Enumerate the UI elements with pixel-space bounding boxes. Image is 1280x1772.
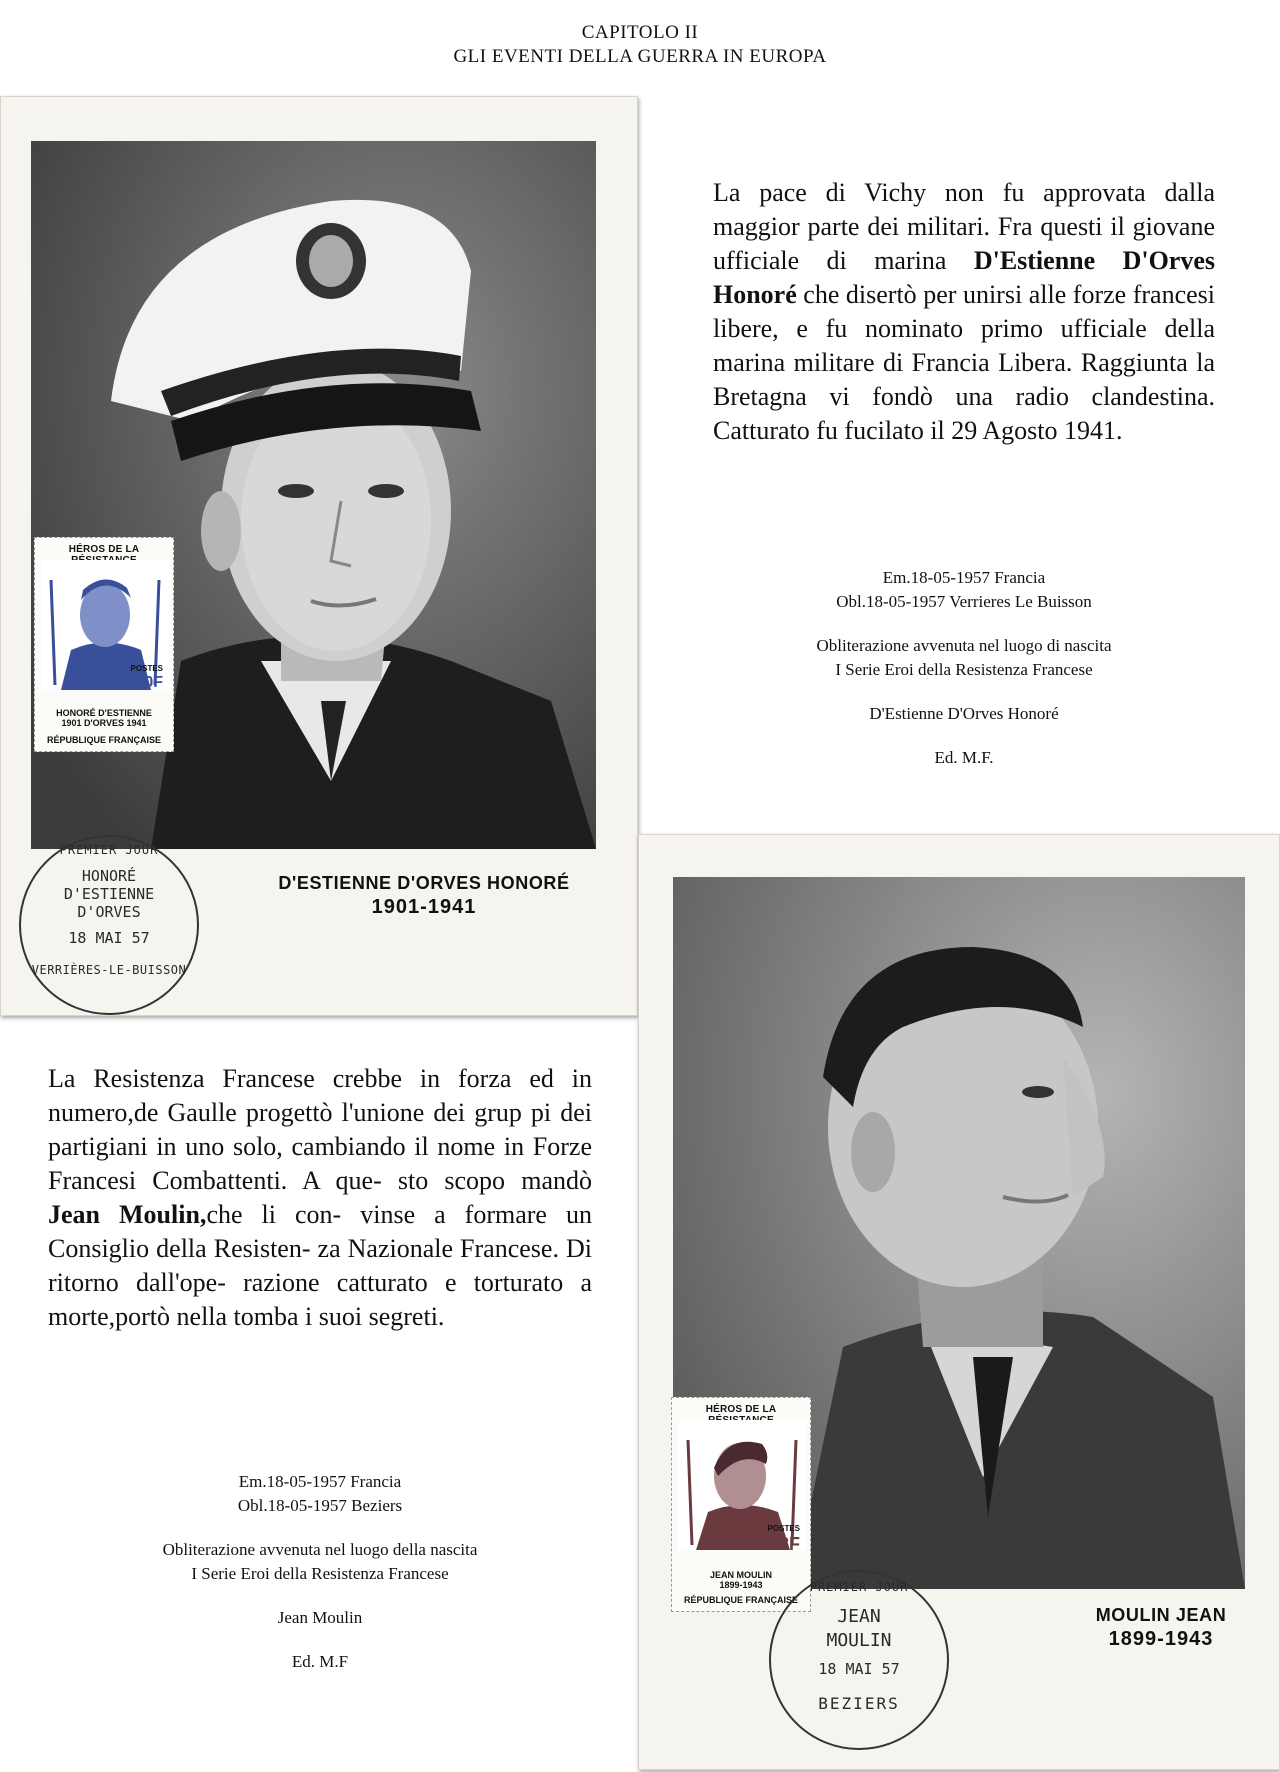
stamp-value: 8F: [778, 1534, 800, 1554]
postage-stamp-dorves: [34, 537, 174, 752]
maximum-card-moulin: [638, 834, 1280, 1770]
issue-date: Em.18-05-1957 Francia: [882, 568, 1046, 587]
stamp-name: JEAN MOULIN: [709, 1570, 772, 1580]
narrative-bold-name: D'Estienne D'Orves Honoré: [713, 246, 1215, 309]
postmark-ring-bottom: BEZIERS: [818, 1694, 900, 1713]
editor-note: Ed. M.F: [291, 1652, 349, 1671]
series-note: I Serie Eroi della Resistenza Francese: [191, 1564, 449, 1583]
caption-name: MOULIN JEAN: [1095, 1605, 1227, 1625]
card-caption-moulin: [1061, 1605, 1261, 1651]
narrative-part2: che disertò per unirsi alle forze francesi libere, e fu nominato primo ufficiale della marina militare di Francia Libera. Raggiunta la Bretagna vi fondò una radio clandestina. Catturato fu fucilato il 29 Agosto 1941.: [713, 280, 1215, 445]
postmark-line2: D'ESTIENNE: [63, 885, 155, 903]
postmark-ring-top: PREMIER JOUR: [59, 843, 159, 857]
narrative-text-dorves: [713, 176, 1215, 448]
obliteration-date: Obl.18-05-1957 Verrieres Le Buisson: [836, 592, 1092, 611]
postmark-line1: JEAN: [837, 1606, 881, 1627]
series-note: I Serie Eroi della Resistenza Francese: [835, 660, 1093, 679]
stamp-postes: POSTES: [767, 1524, 800, 1533]
narrative-part1: La pace di Vichy non fu approvata dalla maggior parte dei militari. Fra questi il giovane ufficiale di marina: [713, 178, 1215, 275]
maximum-card-dorves: [0, 96, 638, 1016]
issue-date: Em.18-05-1957 Francia: [238, 1472, 402, 1491]
page-header: [0, 22, 1280, 68]
first-day-postmark-moulin: [769, 1570, 949, 1750]
chapter-title: CAPITOLO II: [581, 22, 699, 43]
stamp-postes: POSTES: [130, 664, 163, 673]
stamp-country: RÉPUBLIQUE FRANÇAISE: [46, 735, 161, 745]
stamp-years: 1899-1943: [719, 1580, 763, 1590]
obliteration-date: Obl.18-05-1957 Beziers: [237, 1496, 403, 1515]
issue-info-dorves: [684, 566, 1244, 770]
stamp-title: HÉROS DE LA: [705, 1404, 777, 1415]
postmark-date: 18 MAI 57: [68, 929, 150, 947]
narrative-part2: che li con- vinse a formare un Consiglio della Resisten- za Nazionale Francese. Di ritorno dall'ope- razione catturato e torturato a morte,portò nella tomba i suoi segreti.: [48, 1200, 592, 1331]
stamp-years: 1901 D'ORVES 1941: [61, 718, 147, 728]
first-day-postmark-dorves: [19, 835, 199, 1015]
narrative-text-moulin: [48, 1062, 592, 1334]
caption-years: 1901-1941: [371, 896, 477, 918]
postmark-line1: HONORÉ: [81, 867, 137, 885]
stamp-title: HÉROS DE LA: [68, 544, 140, 555]
caption-name: D'ESTIENNE D'ORVES HONORÉ: [278, 873, 570, 893]
postmark-ring-bottom: VERRIÈRES-LE-BUISSON: [31, 963, 187, 977]
postmark-line2: MOULIN: [826, 1630, 892, 1651]
postmark-line3: D'ORVES: [77, 903, 141, 921]
narrative-part1: La Resistenza Francese crebbe in forza ed in numero,de Gaulle progettò l'unione dei grup pi dei partigiani in uno solo, cambiando il nome in Forze Francesi Combattenti. A que- sto scopo mandò: [48, 1064, 592, 1195]
obliteration-note: Obliterazione avvenuta nel luogo di nascita: [816, 636, 1112, 655]
subject-name: Jean Moulin: [277, 1608, 363, 1627]
stamp-country: RÉPUBLIQUE FRANÇAISE: [683, 1595, 798, 1605]
chapter-subtitle: GLI EVENTI DELLA GUERRA IN EUROPA: [453, 46, 827, 67]
caption-years: 1899-1943: [1108, 1628, 1214, 1650]
obliteration-note: Obliterazione avvenuta nel luogo della nascita: [162, 1540, 478, 1559]
postmark-ring-top: PREMIER JOUR: [809, 1580, 909, 1594]
narrative-bold-name: Jean Moulin,: [48, 1200, 207, 1229]
postmark-date: 18 MAI 57: [818, 1660, 900, 1678]
issue-info-moulin: [40, 1470, 600, 1674]
subject-name: D'Estienne D'Orves Honoré: [869, 704, 1059, 723]
card-caption-dorves: [249, 873, 599, 919]
stamp-name: HONORÉ D'ESTIENNE: [56, 708, 152, 718]
stamp-value: 10F: [135, 674, 163, 691]
editor-note: Ed. M.F.: [934, 748, 994, 767]
